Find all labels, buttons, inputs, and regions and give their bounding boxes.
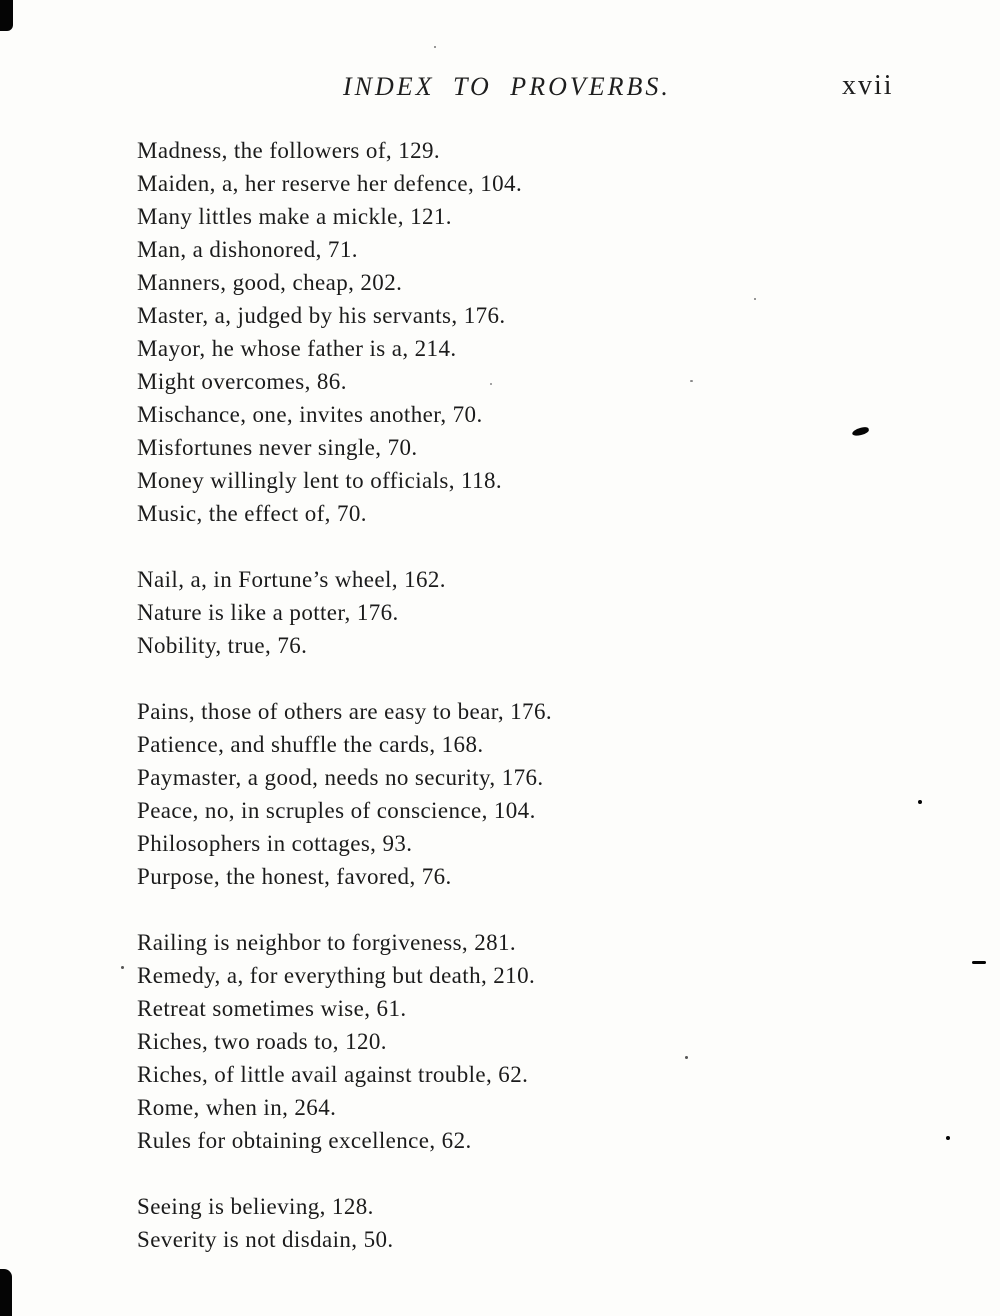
index-section bbox=[137, 134, 897, 530]
index-entry: Mischance, one, invites another, 70. bbox=[137, 402, 483, 427]
index-entry: Remedy, a, for everything but death, 210. bbox=[137, 963, 536, 988]
index-entry: Nail, a, in Fortune’s wheel, 162. bbox=[137, 567, 446, 592]
index-entry: Purpose, the honest, favored, 76. bbox=[137, 864, 452, 889]
scan-speck bbox=[918, 800, 922, 804]
index-entry: Paymaster, a good, needs no security, 176. bbox=[137, 765, 544, 790]
scan-speck bbox=[754, 298, 756, 300]
index-section bbox=[137, 563, 897, 662]
scan-speck bbox=[490, 383, 492, 385]
scan-artifact-bottom-left bbox=[0, 1269, 12, 1316]
scan-speck bbox=[685, 1056, 688, 1059]
index-entry: Retreat sometimes wise, 61. bbox=[137, 996, 407, 1021]
index-entry: Rome, when in, 264. bbox=[137, 1095, 337, 1120]
index-entry: Railing is neighbor to forgiveness, 281. bbox=[137, 930, 517, 955]
page-header bbox=[0, 72, 1000, 106]
index-entry: Severity is not disdain, 50. bbox=[137, 1227, 394, 1252]
index-entry: Philosophers in cottages, 93. bbox=[137, 831, 413, 856]
index-entry: Seeing is believing, 128. bbox=[137, 1194, 374, 1219]
scan-speck bbox=[434, 46, 436, 48]
index-entry: Riches, of little avail against trouble, 62. bbox=[137, 1062, 529, 1087]
scan-speck bbox=[690, 380, 693, 382]
index-entry: Pains, those of others are easy to bear, 176. bbox=[137, 699, 552, 724]
page-title: INDEX TO PROVERBS. bbox=[343, 72, 671, 101]
index-entry: Money willingly lent to officials, 118. bbox=[137, 468, 503, 493]
index-entry: Master, a, judged by his servants, 176. bbox=[137, 303, 506, 328]
index-list bbox=[137, 134, 897, 1289]
index-entry: Madness, the followers of, 129. bbox=[137, 138, 441, 163]
index-entry: Manners, good, cheap, 202. bbox=[137, 270, 403, 295]
scan-speck bbox=[121, 966, 124, 969]
index-entry: Riches, two roads to, 120. bbox=[137, 1029, 387, 1054]
index-entry: Might overcomes, 86. bbox=[137, 369, 347, 394]
index-section bbox=[137, 695, 897, 893]
index-entry: Nature is like a potter, 176. bbox=[137, 600, 399, 625]
index-entry: Peace, no, in scruples of conscience, 104. bbox=[137, 798, 536, 823]
index-entry: Maiden, a, her reserve her defence, 104. bbox=[137, 171, 523, 196]
index-section bbox=[137, 1190, 897, 1256]
index-entry: Mayor, he whose father is a, 214. bbox=[137, 336, 457, 361]
scan-speck bbox=[972, 961, 986, 964]
scan-speck bbox=[946, 1136, 950, 1140]
index-entry: Many littles make a mickle, 121. bbox=[137, 204, 452, 229]
index-entry: Music, the effect of, 70. bbox=[137, 501, 367, 526]
index-entry: Patience, and shuffle the cards, 168. bbox=[137, 732, 484, 757]
index-section bbox=[137, 926, 897, 1157]
page-number: xvii bbox=[842, 70, 894, 101]
scan-artifact-top-left bbox=[0, 0, 13, 31]
index-entry: Rules for obtaining excellence, 62. bbox=[137, 1128, 472, 1153]
index-entry: Misfortunes never single, 70. bbox=[137, 435, 418, 460]
index-entry: Nobility, true, 76. bbox=[137, 633, 308, 658]
index-entry: Man, a dishonored, 71. bbox=[137, 237, 358, 262]
